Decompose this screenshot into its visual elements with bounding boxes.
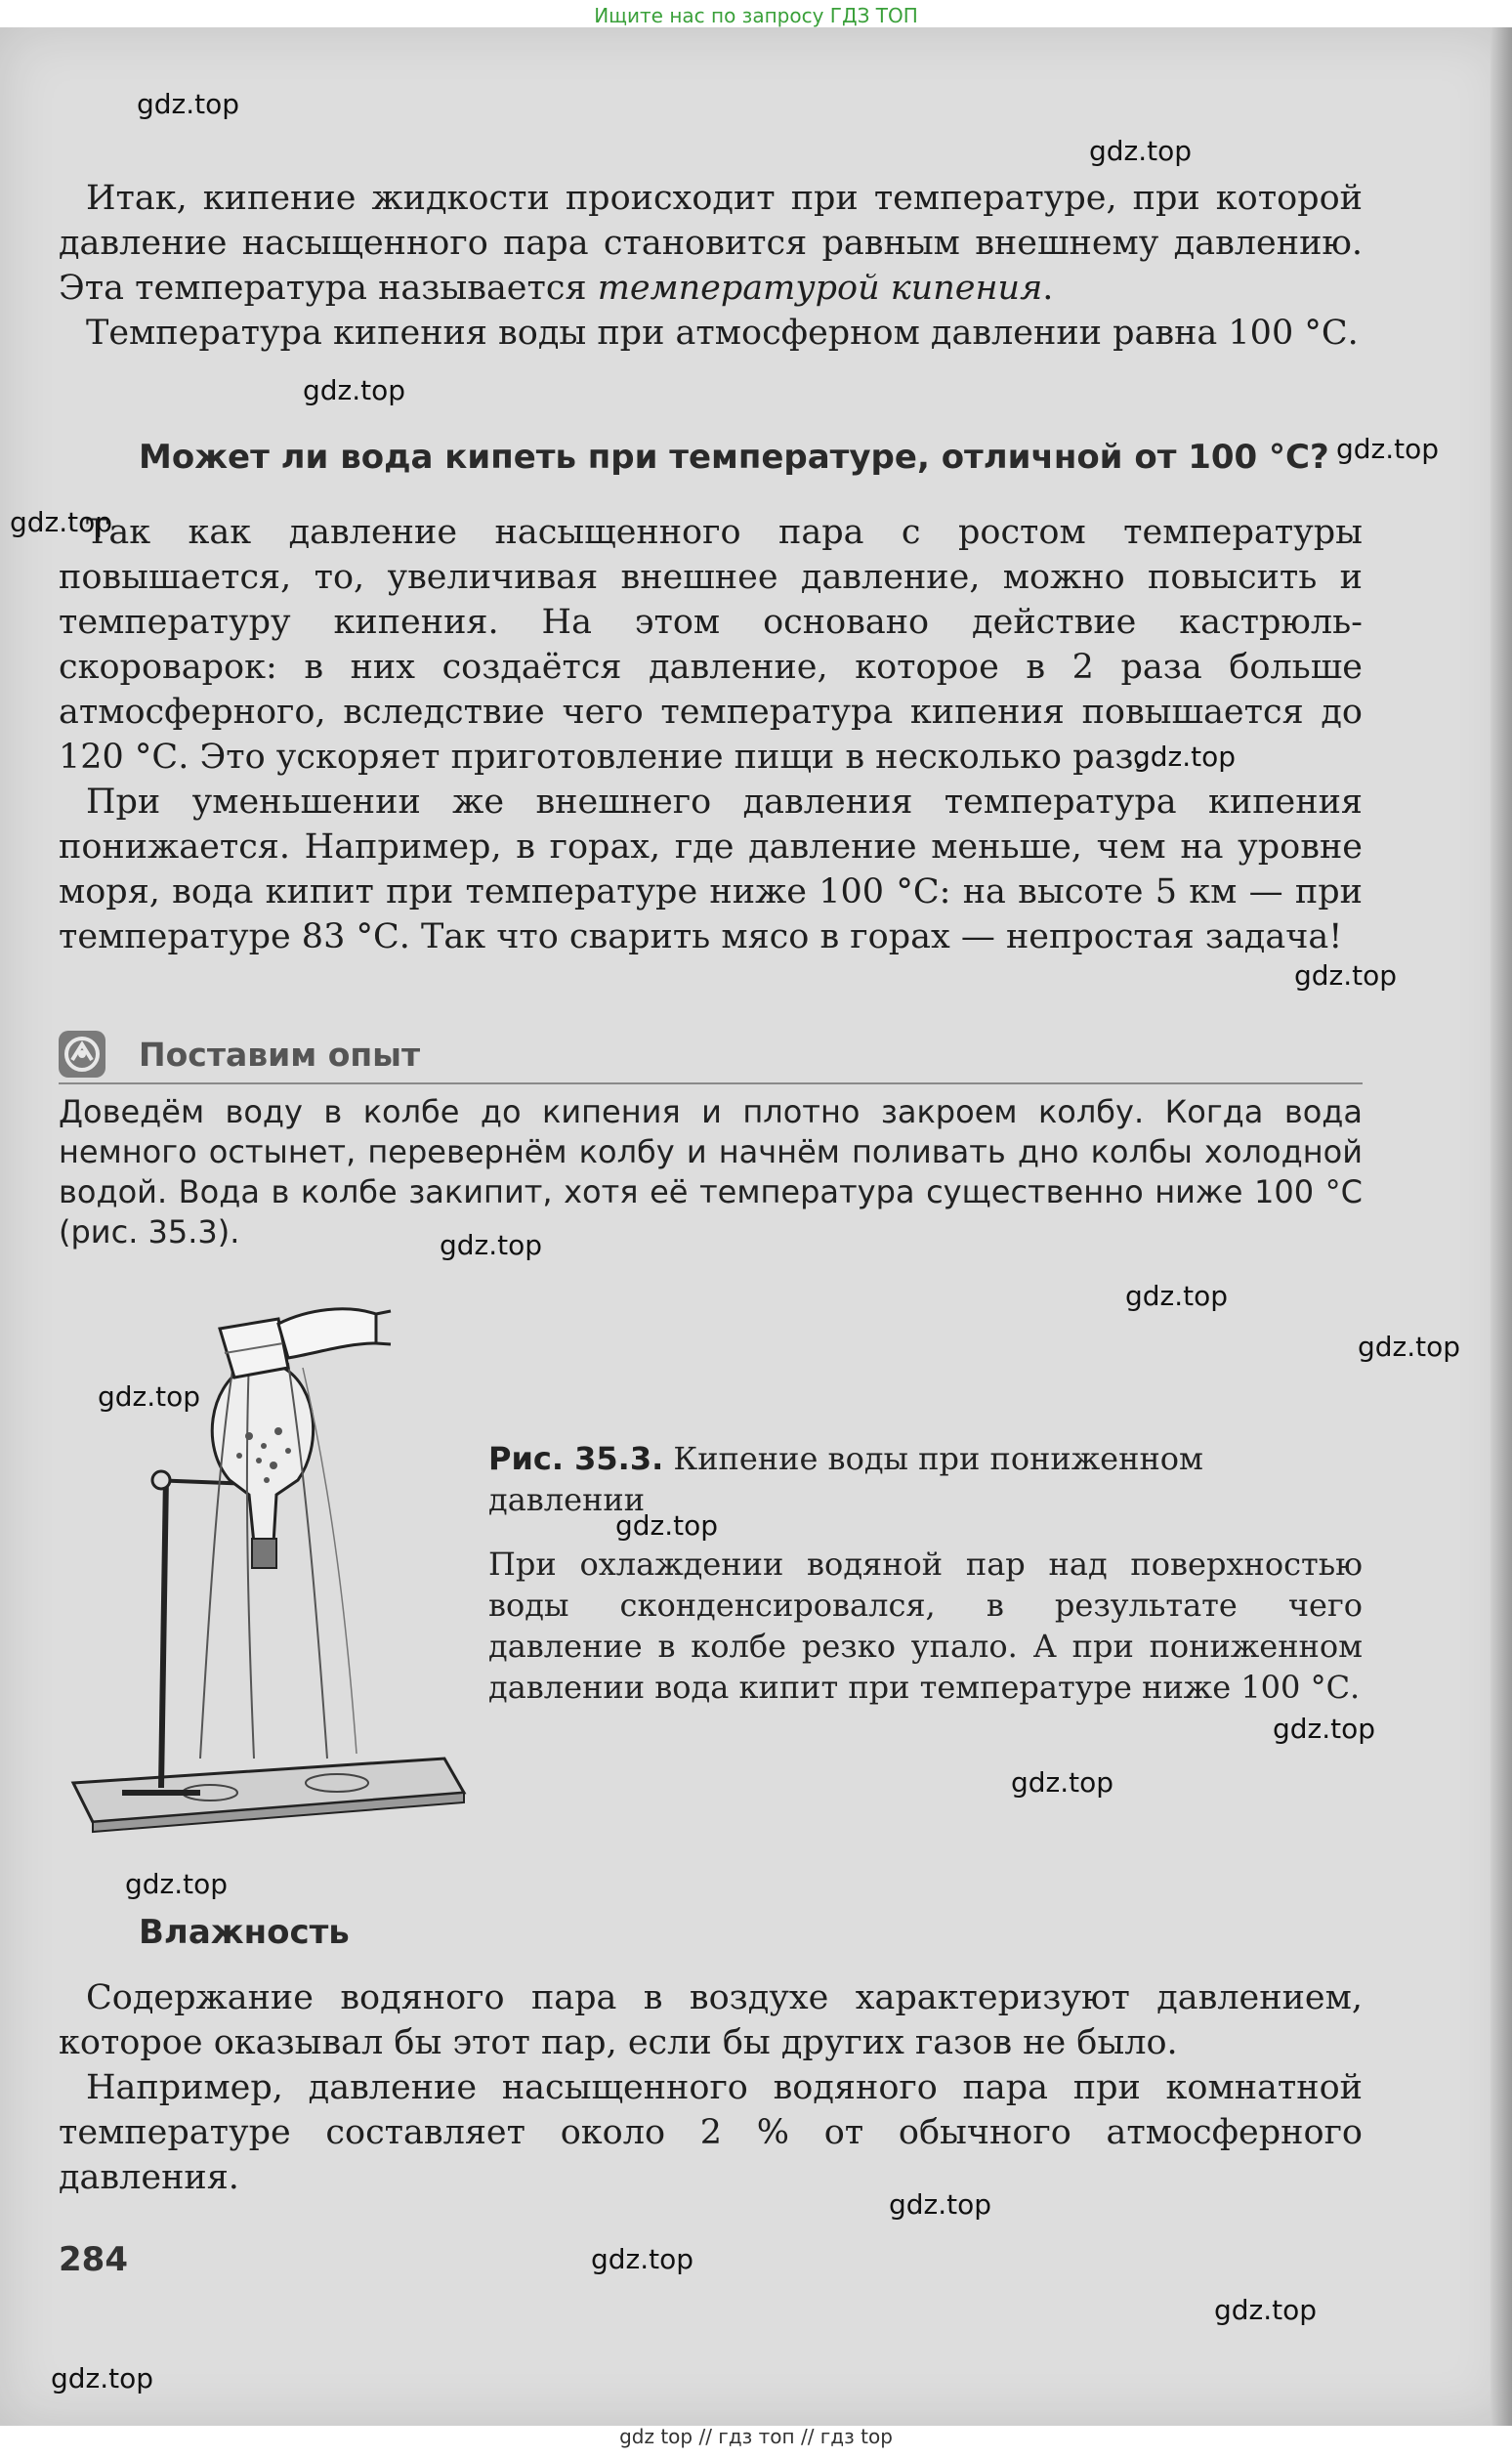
figure-caption-text: При охлаждении водяной пар над поверхностью воды сконденсировался, в результате чего давление в колбе резко упало. А при пониженном давлении вода кипит при температуре ниже 100 °С.	[488, 1546, 1363, 1706]
figure-caption-title	[488, 1438, 1363, 1520]
question-heading: Может ли вода кипеть при температуре, отличной от 100 °С?	[139, 438, 1329, 477]
watermark[interactable]: gdz.top	[10, 506, 113, 538]
bottom-banner[interactable]: gdz top // гдз топ // гдз top	[619, 2425, 893, 2448]
figure-title: Кипение воды при пониженном давлении	[488, 1440, 1203, 1518]
experiment-divider	[59, 1082, 1363, 1084]
watermark[interactable]: gdz.top	[591, 2243, 694, 2275]
watermark[interactable]: gdz.top	[1133, 741, 1237, 773]
paragraph-boiling-water: Температура кипения воды при атмосферном давлении равна 100 °С.	[86, 314, 1359, 353]
paragraph-pressure-cooker: Так как давление насыщенного пара с ростом температуры повышается, то, увеличивая внешнее давление, можно повысить и температуру кипения. На этом основано действие кастрюль-скороварок: в них создаётся давление, которое в 2 раза больше атмосферного, вследствие чего температура кипения повышается до 120 °С. Это ускоряет приготовление пищи в несколько раз.	[59, 513, 1363, 777]
humidity-text	[59, 1975, 1363, 2200]
humidity-heading: Влажность	[139, 1913, 350, 1952]
paragraph-mountains: При уменьшении же внешнего давления температура кипения понижается. Например, в горах, где давление меньше, чем на уровне моря, вода кипит при температуре ниже 100 °С: на высоте 5 км — при температуре 83 °С. Так что сварить мясо в горах — непростая задача!	[59, 783, 1363, 956]
watermark[interactable]: gdz.top	[125, 1868, 229, 1900]
watermark[interactable]: gdz.top	[1214, 2294, 1318, 2326]
watermark[interactable]: gdz.top	[98, 1380, 201, 1413]
watermark[interactable]: gdz.top	[1125, 1280, 1229, 1312]
watermark[interactable]: gdz.top	[615, 1509, 719, 1542]
watermark[interactable]: gdz.top	[1336, 433, 1440, 465]
watermark[interactable]: gdz.top	[1089, 135, 1193, 167]
watermark[interactable]: gdz.top	[1011, 1766, 1114, 1799]
experiment-title: Поставим опыт	[139, 1036, 421, 1074]
paragraph-saturated-pressure: Например, давление насыщенного водяного пара при комнатной температуре составляет около 2 % от обычного атмосферного давления.	[59, 2068, 1363, 2197]
paragraph-water-vapor: Содержание водяного пара в воздухе характеризуют давлением, которое оказывал бы этот пар, если бы других газов не было.	[59, 1978, 1363, 2062]
figure-label: Рис. 35.3.	[488, 1440, 664, 1477]
boiling-temperature-term: температурой кипения	[597, 269, 1043, 308]
paragraph1-text: Итак, кипение жидкости происходит при температуре, при которой давление насыщенного пара становится равным внешнему давлению. Эта температура называется	[59, 179, 1363, 308]
watermark[interactable]: gdz.top	[440, 1229, 543, 1261]
watermark[interactable]: gdz.top	[137, 88, 240, 120]
top-banner[interactable]: Ищите нас по запросу ГДЗ ТОП	[594, 4, 918, 27]
watermark[interactable]: gdz.top	[303, 374, 406, 406]
experiment-icon	[59, 1031, 105, 1078]
watermark[interactable]: gdz.top	[889, 2188, 992, 2221]
experiment-text: Доведём воду в колбе до кипения и плотно закроем колбу. Когда вода немного остынет, перевернём колбу и начнём поливать дно колбы холодной водой. Вода в колбе закипит, хотя её температура существенно ниже 100 °С (рис. 35.3).	[59, 1093, 1363, 1250]
watermark[interactable]: gdz.top	[1273, 1713, 1376, 1745]
watermark[interactable]: gdz.top	[51, 2362, 154, 2394]
paragraph-boiling-definition	[59, 176, 1363, 311]
paragraph1-end: .	[1042, 269, 1054, 308]
pressure-text	[59, 510, 1363, 959]
intro-text	[59, 176, 1363, 356]
watermark[interactable]: gdz.top	[1358, 1331, 1461, 1363]
watermark[interactable]: gdz.top	[1294, 959, 1398, 992]
page-number: 284	[59, 2240, 128, 2279]
